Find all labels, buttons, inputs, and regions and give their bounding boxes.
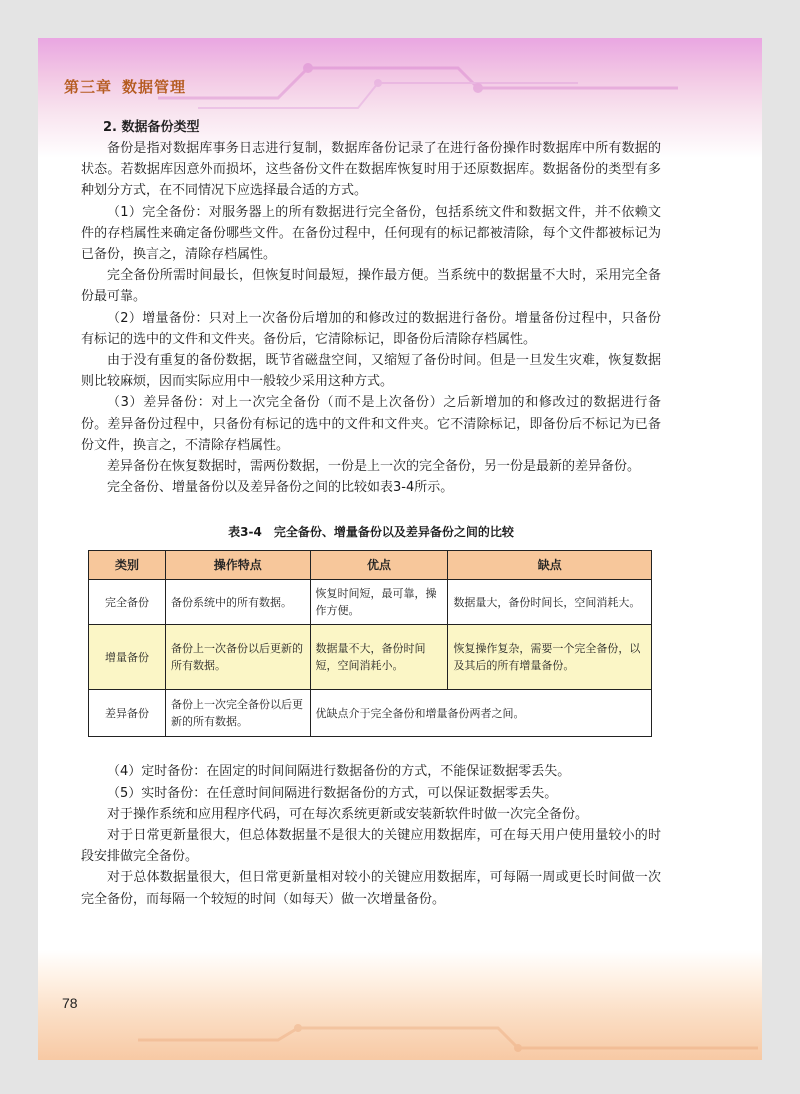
page-number: 78 (62, 995, 78, 1011)
section-heading: 2. 数据备份类型 (103, 120, 200, 135)
category-cell: 差异备份 (89, 690, 166, 737)
paragraph: 完全备份所需时间最长，但恢复时间最短，操作最方便。当系统中的数据量不大时，采用完全备份最可靠。 (81, 268, 661, 305)
paragraph: （4）定时备份：在固定的时间间隔进行数据备份的方式，不能保证数据零丢失。 (107, 764, 571, 780)
table-header-cell: 优点 (310, 551, 448, 580)
cons-cell: 恢复操作复杂，需要一个完全备份，以及其后的所有增量备份。 (448, 625, 652, 690)
paragraph: （3）差异备份：对上一次完全备份（而不是上次备份）之后新增加的和修改过的数据进行备份。差异备份过程中，只备份有标记的选中的文件和文件夹。它不清除标记，即备份后不标记为已备份文件，换言之，不清除存档属性。 (81, 395, 661, 453)
merged-pros-cons-cell: 优缺点介于完全备份和增量备份两者之间。 (310, 690, 652, 737)
paragraph: （1）完全备份：对服务器上的所有数据进行完全备份，包括系统文件和数据文件，并不依赖文件的存档属性来确定备份哪些文件。在备份过程中，任何现有的标记都被清除，每个文件都被标记为已备份，换言之，清除存档属性。 (81, 204, 661, 263)
table-header-cell: 缺点 (448, 551, 652, 580)
footer-decoration (138, 1020, 758, 1060)
category-cell: 完全备份 (89, 580, 166, 625)
after-table-text (81, 761, 661, 909)
pros-cell: 恢复时间短，最可靠，操作方便。 (310, 580, 448, 625)
paragraph: 差异备份在恢复数据时，需两份数据，一份是上一次的完全备份，另一份是最新的差异备份。 (107, 459, 641, 475)
circuit-decoration (158, 48, 678, 118)
paragraph: 对于操作系统和应用程序代码，可在每次系统更新或安装新软件时做一次完全备份。 (107, 806, 589, 822)
feature-cell: 备份上一次备份以后更新的所有数据。 (166, 625, 311, 690)
table-header-cell: 类别 (89, 551, 166, 580)
table-row (89, 580, 652, 625)
pros-cell: 数据量不大，备份时间短，空间消耗小。 (310, 625, 448, 690)
table-caption: 表3-4 完全备份、增量备份以及差异备份之间的比较 (228, 525, 514, 540)
footer-band (38, 950, 762, 1060)
table-row (89, 690, 652, 737)
table-header-cell: 操作特点 (166, 551, 311, 580)
main-content (81, 117, 661, 910)
table-header-row (89, 551, 652, 580)
category-cell: 增量备份 (89, 625, 166, 690)
chapter-number: 第三章 (64, 78, 113, 96)
cons-cell: 数据量大，备份时间长，空间消耗大。 (448, 580, 652, 625)
paragraph: 对于总体数据量很大，但日常更新量相对较小的关键应用数据库，可每隔一周或更长时间做一次完全备份，而每隔一个较短的时间（如每天）做一次增量备份。 (81, 870, 661, 907)
paragraph: 由于没有重复的备份数据，既节省磁盘空间，又缩短了备份时间。但是一旦发生灾难，恢复数据则比较麻烦，因而实际应用中一般较少采用这种方式。 (81, 353, 661, 390)
chapter-heading (64, 76, 186, 97)
paragraph: 备份是指对数据库事务日志进行复制，数据库备份记录了在进行备份操作时数据库中所有数据的状态。若数据库因意外而损坏，这些备份文件在数据库恢复时用于还原数据库。数据备份的类型有多种划分方式，在不同情况下应选择最合适的方式。 (81, 141, 661, 199)
chapter-title: 数据管理 (122, 78, 187, 96)
feature-cell: 备份上一次完全备份以后更新的所有数据。 (166, 690, 311, 737)
comparison-table (88, 550, 652, 737)
table-row (89, 625, 652, 690)
paragraph: 完全备份、增量备份以及差异备份之间的比较如表3-4所示。 (107, 480, 454, 496)
paragraph: （5）实时备份：在任意时间间隔进行数据备份的方式，可以保证数据零丢失。 (107, 785, 558, 801)
paragraph: （2）增量备份：只对上一次备份后增加的和修改过的数据进行备份。增量备份过程中，只备份有标记的选中的文件和文件夹。备份后，它清除标记，即备份后清除存档属性。 (81, 310, 661, 347)
paragraph: 对于日常更新量很大，但总体数据量不是很大的关键应用数据库，可在每天用户使用量较小的时段安排做完全备份。 (81, 828, 661, 865)
feature-cell: 备份系统中的所有数据。 (166, 580, 311, 625)
